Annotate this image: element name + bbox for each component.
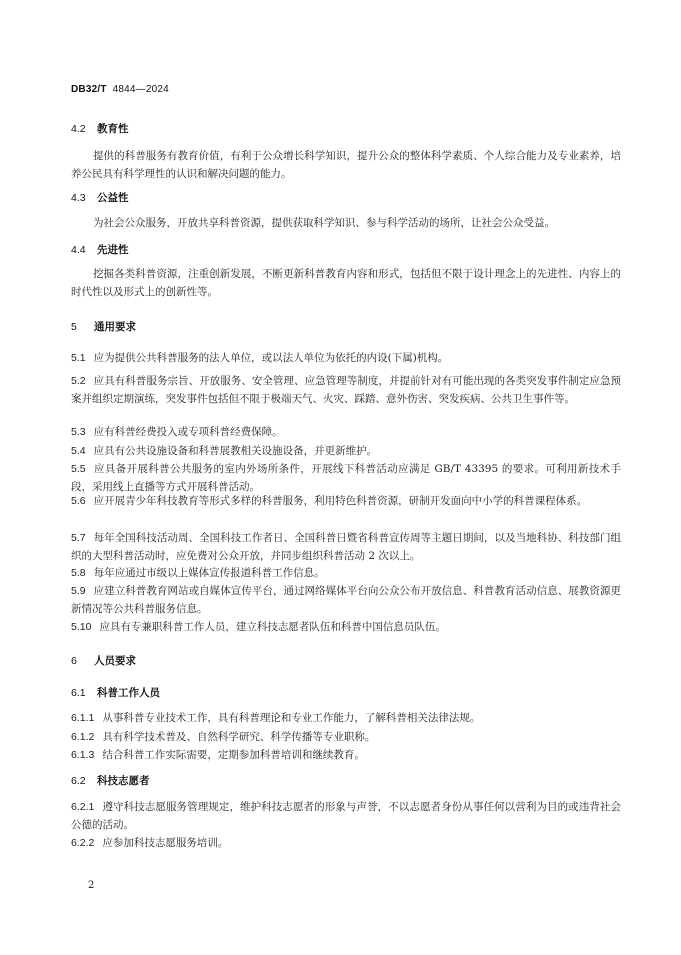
clause-text: 每年全国科技活动周、全国科技工作者日、全国科普日暨省科普宣传周等主题日期间，以及当地科协、科技部门组织的大型科普活动时，应免费对公众开放，并同步组织科普活动 2 次以上。 xyxy=(71,532,621,562)
clause-5-1 xyxy=(71,349,621,367)
clause-text: 应具备开展科普公共服务的室内外场所条件，开展线下科普活动应满足 GB/T 43395 的要求。可利用新技术手段，采用线上直播等方式开展科普活动。 xyxy=(71,463,621,493)
clause-5-7 xyxy=(71,529,621,565)
clause-text: 遵守科技志愿服务管理规定，维护科技志愿者的形象与声誉，不以志愿者身份从事任何以营利为目的或违背社会公德的活动。 xyxy=(71,801,621,831)
clause-number: 5.6 xyxy=(71,495,86,507)
clause-5-8 xyxy=(71,564,621,582)
clause-text: 从事科普专业技术工作，具有科普理论和专业工作能力，了解科普相关法律法规。 xyxy=(102,712,481,724)
clause-number: 5.9 xyxy=(71,585,86,597)
section-number: 4.2 xyxy=(71,123,86,135)
clause-number: 6.1.3 xyxy=(71,749,95,761)
clause-number: 6.2.2 xyxy=(71,837,95,849)
section-4-3-paragraph: 为社会公众服务，开放共享科普资源，提供获取科学知识、参与科学活动的场所，让社会公众受益。 xyxy=(93,217,555,229)
section-4-4-heading xyxy=(71,241,621,259)
document-code-number: 4844—2024 xyxy=(112,84,169,95)
clause-5-3 xyxy=(71,423,621,441)
clause-6-2-2 xyxy=(71,834,621,852)
clause-text: 应开展青少年科技教育等形式多样的科普服务，利用特色科普资源，研制开发面向中小学的科普课程体系。 xyxy=(93,495,588,507)
clause-text: 应参加科技志愿服务培训。 xyxy=(102,837,229,849)
clause-number: 5.4 xyxy=(71,445,86,457)
clause-6-1-3 xyxy=(71,746,621,764)
section-number: 4.3 xyxy=(71,192,86,204)
clause-text: 应具有公共设施设备和科普展教相关设施设备，并更新维护。 xyxy=(93,445,378,457)
clause-text: 应建立科普教育网站或自媒体宣传平台，通过网络媒体平台向公众公布开放信息、科普教育活动信息、展教资源更新情况等公共科普服务信息。 xyxy=(71,585,621,615)
section-4-2-paragraph: 提供的科普服务有教育价值，有利于公众增长科学知识，提升公众的整体科学素质、个人综合能力及专业素养，培养公民具有科学理性的认识和解决问题的能力。 xyxy=(71,150,621,180)
section-title: 公益性 xyxy=(97,192,129,204)
clause-5-5 xyxy=(71,460,621,496)
clause-number: 6.1.2 xyxy=(71,731,95,743)
clause-number: 5.5 xyxy=(71,463,86,475)
section-6-1-heading xyxy=(71,684,621,702)
section-number: 5 xyxy=(71,321,77,333)
section-title: 科技志愿者 xyxy=(97,775,150,787)
clause-text: 应为提供公共科普服务的法人单位，或以法人单位为依托的内设(下属)机构。 xyxy=(93,352,449,364)
clause-5-9 xyxy=(71,582,621,618)
section-4-2-heading xyxy=(71,120,621,138)
clause-text: 结合科普工作实际需要，定期参加科普培训和继续教育。 xyxy=(102,749,365,761)
clause-6-2-1 xyxy=(71,798,621,834)
section-number: 6 xyxy=(71,655,77,667)
section-title: 先进性 xyxy=(97,244,129,256)
clause-number: 5.2 xyxy=(71,375,86,387)
clause-text: 具有科学技术普及、自然科学研究、科学传播等专业职称。 xyxy=(102,731,376,743)
section-title: 科普工作人员 xyxy=(97,687,160,699)
document-code-prefix: DB32/T xyxy=(71,84,107,95)
clause-number: 5.10 xyxy=(71,621,92,633)
section-number: 6.2 xyxy=(71,775,86,787)
clause-number: 6.2.1 xyxy=(71,801,95,813)
clause-number: 5.3 xyxy=(71,426,86,438)
clause-text: 每年应通过市级以上媒体宣传报道科普工作信息。 xyxy=(93,567,325,579)
clause-5-10 xyxy=(71,618,621,636)
section-number: 4.4 xyxy=(71,244,86,256)
section-4-4-paragraph: 挖掘各类科普资源，注重创新发展，不断更新科普教育内容和形式，包括但不限于设计理念上的先进性、内容上的时代性以及形式上的创新性等。 xyxy=(71,268,621,298)
section-title: 教育性 xyxy=(97,123,129,135)
section-4-3-heading xyxy=(71,189,621,207)
section-title: 通用要求 xyxy=(94,321,136,333)
clause-text: 应具有专兼职科普工作人员，建立科技志愿者队伍和科普中国信息员队伍。 xyxy=(99,621,446,633)
section-5-heading xyxy=(71,318,621,336)
clause-6-1-2 xyxy=(71,728,621,746)
clause-number: 6.1.1 xyxy=(71,712,95,724)
section-number: 6.1 xyxy=(71,687,86,699)
clause-6-1-1 xyxy=(71,709,621,727)
page-number: 2 xyxy=(88,880,95,891)
section-6-heading xyxy=(71,652,621,670)
clause-5-4 xyxy=(71,442,621,460)
clause-text: 应有科普经费投入或专项科普经费保障。 xyxy=(93,426,283,438)
clause-number: 5.1 xyxy=(71,352,86,364)
clause-5-6 xyxy=(71,492,621,510)
document-code xyxy=(71,84,169,95)
section-6-2-heading xyxy=(71,772,621,790)
clause-number: 5.7 xyxy=(71,532,86,544)
clause-text: 应具有科普服务宗旨、开放服务、安全管理、应急管理等制度，并提前针对有可能出现的各类突发事件制定应急预案并组织定期演练，突发事件包括但不限于极端天气、火灾、踩踏、意外伤害、突发疾病、公共卫生事件等。 xyxy=(71,375,621,405)
clause-number: 5.8 xyxy=(71,567,86,579)
section-title: 人员要求 xyxy=(94,655,136,667)
clause-5-2 xyxy=(71,372,621,408)
